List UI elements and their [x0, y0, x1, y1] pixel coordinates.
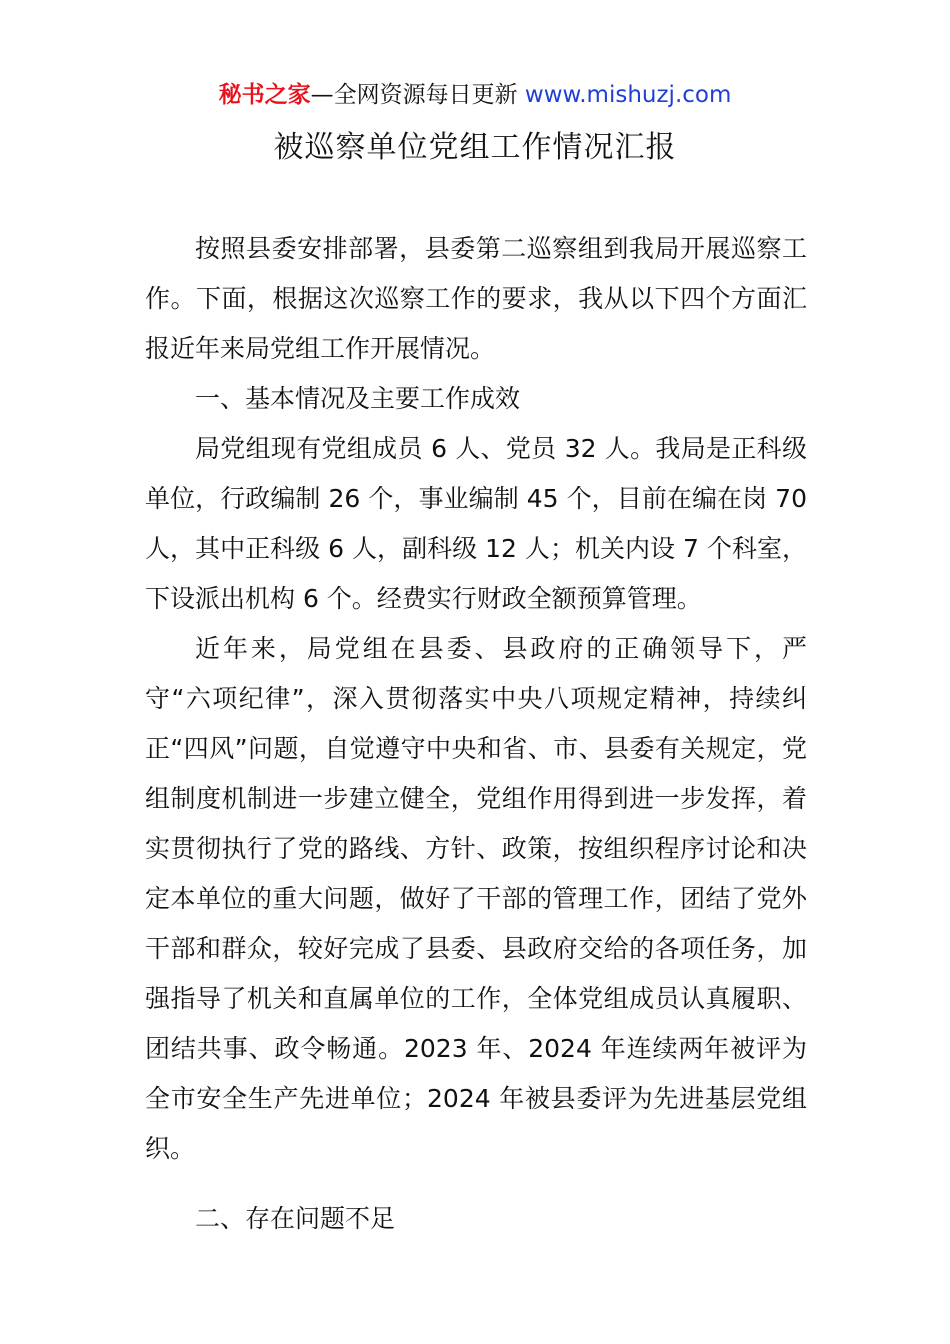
site-url-link[interactable]: www.mishuzj.com — [524, 82, 732, 108]
document-body — [145, 224, 807, 1244]
brand-name: 秘书之家 — [218, 82, 311, 108]
site-tagline: —全网资源每日更新 — [310, 82, 518, 108]
site-header — [0, 78, 950, 112]
section-heading-basic-situation: 一、基本情况及主要工作成效 — [195, 384, 521, 413]
achievements-paragraph: 近年来，局党组在县委、县政府的正确领导下，严守“六项纪律”，深入贯彻落实中央八项规定精神，持续纠正“四风”问题，自觉遵守中央和省、市、县委有关规定，党组制度机制进一步建立健全，党组作用得到进一步发挥，着实贯彻执行了党的路线、方针、政策，按组织程序讨论和决定本单位的重大问题，做好了干部的管理工作，团结了党外干部和群众，较好完成了县委、县政府交给的各项任务，加强指导了机关和直属单位的工作，全体党组成员认真履职、团结共事、政令畅通。2023 年、2024 年连续两年被评为全市安全生产先进单位；2024 年被县委评为先进基层党组织。 — [145, 634, 807, 1163]
section-heading-problems: 二、存在问题不足 — [195, 1204, 396, 1233]
staffing-paragraph: 局党组现有党组成员 6 人、党员 32 人。我局是正科级单位，行政编制 26 个，事业编制 45 个，目前在编在岗 70 人，其中正科级 6 人，副科级 12 人；机关内设 7 个科室，下设派出机构 6 个。经费实行财政全额预算管理。 — [145, 434, 807, 613]
intro-paragraph: 按照县委安排部署，县委第二巡察组到我局开展巡察工作。下面，根据这次巡察工作的要求，我从以下四个方面汇报近年来局党组工作开展情况。 — [145, 234, 807, 363]
document-title: 被巡察单位党组工作情况汇报 — [273, 130, 677, 165]
